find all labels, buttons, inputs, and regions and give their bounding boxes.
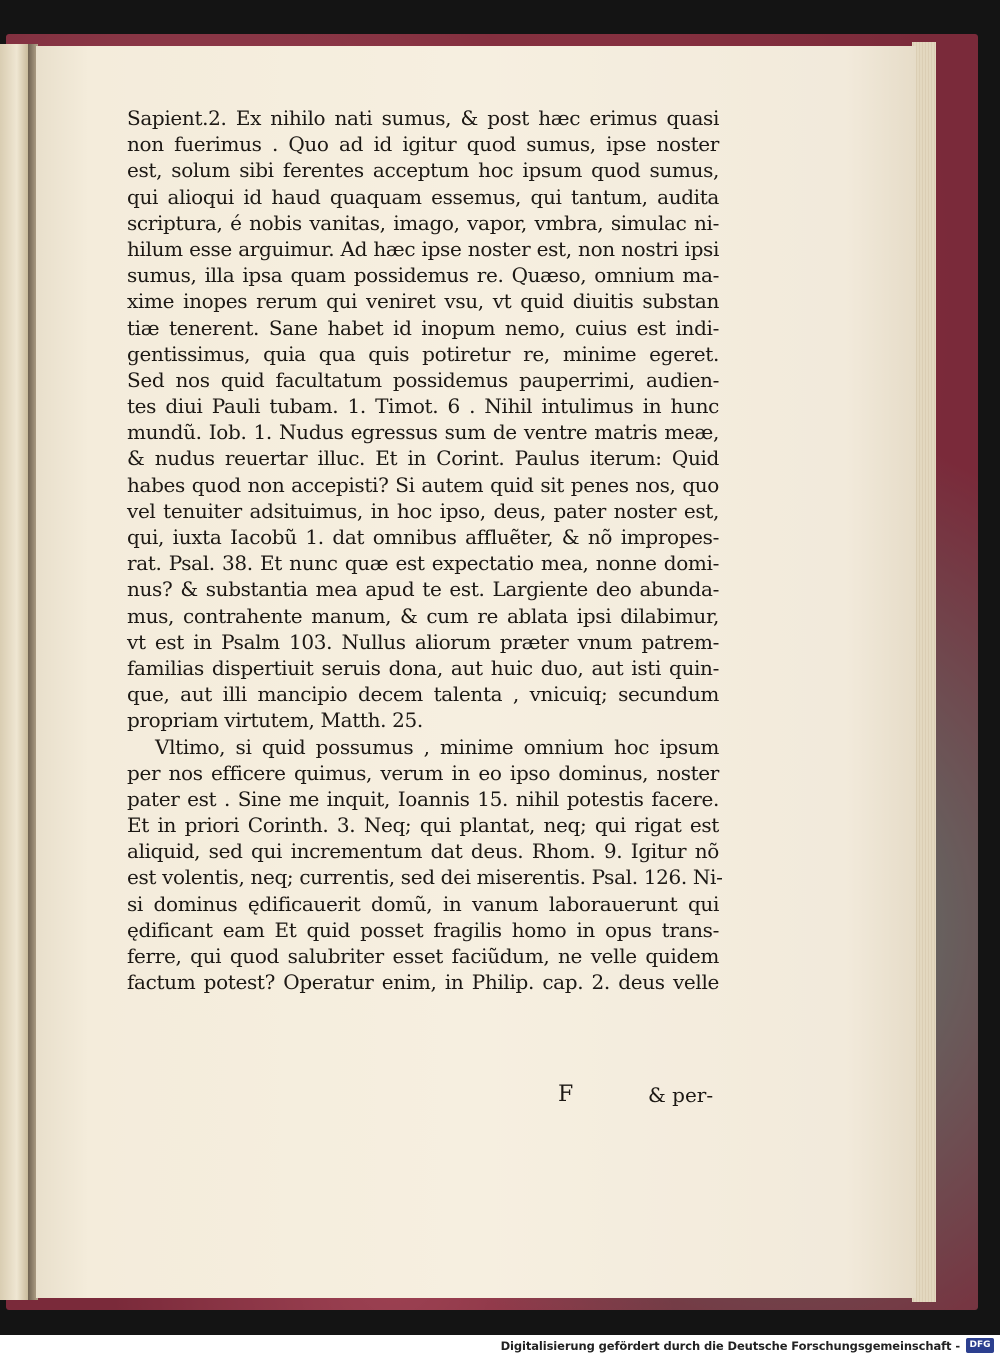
page-text-block <box>127 105 723 995</box>
text-line: ferre, qui quod salubriter esset faciũdum, ne velle quidem <box>127 944 719 968</box>
text-line: Et in priori Corinth. 3. Neq; qui plantat, neq; qui rigat est <box>127 813 719 838</box>
text-line: qui, iuxta Iacobũ 1. dat omnibus affluẽter, & nõ impropes- <box>127 525 719 549</box>
text-line: Vltimo, si quid possumus , minime omnium hoc ipsum <box>155 734 719 759</box>
text-line: est volentis, neq; currentis, sed dei miserentis. Psal. 126. Ni- <box>127 865 723 890</box>
text-line: tiæ tenerent. Sane habet id inopum nemo, cuius est indi- <box>127 315 719 340</box>
text-line: tes diui Pauli tubam. 1. Timot. 6 . Nihil intulimus in hunc <box>127 394 719 419</box>
text-line: propriam virtutem, Matth. 25. <box>127 708 423 733</box>
text-line: que, aut illi mancipio decem talenta , vnicuiq; secundum <box>127 682 719 707</box>
digitization-credit: Digitalisierung gefördert durch die Deutsche Forschungsgemeinschaft - <box>500 1339 960 1353</box>
text-line: familias dispertiuit seruis dona, aut huic duo, aut isti quin- <box>127 655 719 680</box>
text-line: nus? & substantia mea apud te est. Largiente deo abunda- <box>127 577 719 602</box>
text-line: pater est . Sine me inquit, Ioannis 15. nihil potestis facere. <box>127 786 719 811</box>
text-line: qui alioqui id haud quaquam essemus, qui tantum, audita <box>127 184 719 209</box>
text-line: & nudus reuertar illuc. Et in Corint. Paulus iterum: Quid <box>127 446 719 471</box>
text-line: vel tenuiter adsituimus, in hoc ipso, deus, pater noster est, <box>127 498 719 523</box>
text-line: si dominus ędificauerit domũ, in vanum laborauerunt qui <box>127 891 719 916</box>
text-line: est, solum sibi ferentes acceptum hoc ipsum quod sumus, <box>127 158 719 183</box>
text-line: gentissimus, quia qua quis potiretur re, minime egeret. <box>127 341 719 366</box>
text-line: mundũ. Iob. 1. Nudus egressus sum de ventre matris meæ, <box>127 420 719 445</box>
text-line: non fuerimus . Quo ad id igitur quod sumus, ipse noster <box>127 132 719 157</box>
catchword: & per- <box>648 1083 714 1107</box>
text-line: Sed nos quid facultatum possidemus pauperrimi, audien- <box>127 367 719 392</box>
text-line: per nos efficere quimus, verum in eo ipso dominus, noster <box>127 760 719 785</box>
text-line: vt est in Psalm 103. Nullus aliorum præter vnum patrem- <box>127 629 719 654</box>
text-line: sumus, illa ipsa quam possidemus re. Quæso, omnium ma- <box>127 263 719 288</box>
dfg-logo: DFG <box>966 1338 994 1353</box>
text-line: factum potest? Operatur enim, in Philip. cap. 2. deus velle <box>127 970 719 995</box>
text-line: scriptura, é nobis vanitas, imago, vapor, vmbra, simulac ni- <box>127 210 719 235</box>
text-line: aliquid, sed qui incrementum dat deus. Rhom. 9. Igitur nõ <box>127 839 719 864</box>
left-page-edge <box>0 44 28 1300</box>
text-line: ędificant eam Et quid posset fragilis homo in opus trans- <box>127 917 719 942</box>
text-line: habes quod non accepisti? Si autem quid sit penes nos, quo <box>127 472 719 497</box>
text-line: mus, contrahente manum, & cum re ablata ipsi dilabimur, <box>127 603 719 628</box>
signature-mark: F <box>558 1082 574 1107</box>
text-line: rat. Psal. 38. Et nunc quæ est expectatio mea, nonne domi- <box>127 551 719 576</box>
text-line: Sapient.2. Ex nihilo nati sumus, & post hæc erimus quasi <box>127 106 719 130</box>
text-line: xime inopes rerum qui veniret vsu, vt quid diuitis substan <box>127 289 719 314</box>
text-line: hilum esse arguimur. Ad hæc ipse noster est, non nostri ipsi <box>127 236 719 261</box>
